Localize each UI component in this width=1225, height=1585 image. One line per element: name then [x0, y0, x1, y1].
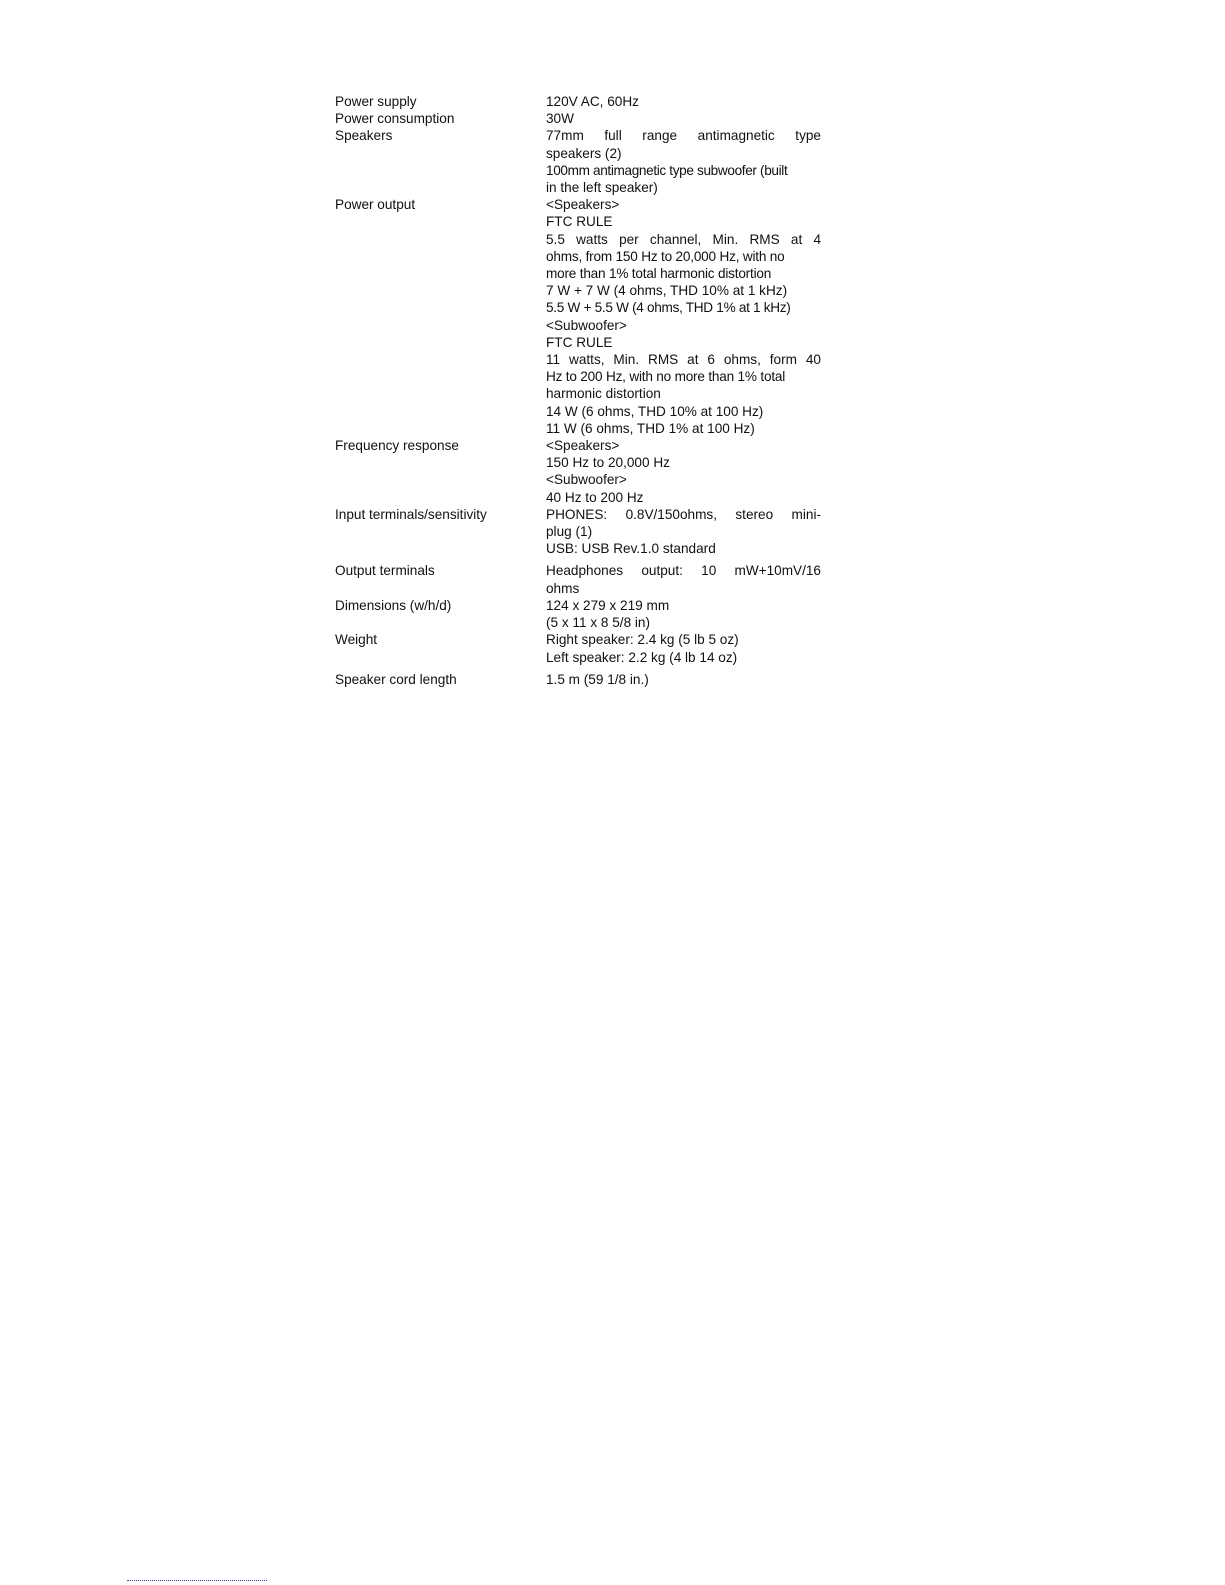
spec-row-power-output [335, 196, 825, 437]
spec-value-line: USB: USB Rev.1.0 standard [546, 541, 716, 557]
spec-value [546, 562, 821, 596]
spec-value-line: 30W [546, 111, 574, 127]
spec-label: Power supply [335, 94, 417, 109]
spec-value-line: 11 W (6 ohms, THD 1% at 100 Hz) [546, 420, 755, 436]
spec-label: Output terminals [335, 563, 435, 579]
spec-value-line: FTC RULE [546, 334, 613, 350]
spec-value [546, 127, 821, 196]
spec-value-line: more than 1% total harmonic distortion [546, 266, 772, 282]
spec-label: Frequency response [335, 438, 459, 454]
spec-row-power-supply [335, 93, 825, 110]
spec-value [546, 437, 821, 506]
spec-label: Power output [335, 197, 416, 213]
spec-value-line: <Speakers> [546, 197, 620, 213]
spec-value-line: plug (1) [546, 524, 593, 540]
spec-value-line: 124 x 279 x 219 mm [546, 597, 670, 613]
spec-value-line: 77mm full range antimagnetic type [546, 128, 821, 144]
spec-value-line: in the left speaker) [546, 180, 658, 196]
spec-value [546, 597, 821, 631]
spec-value-line: 5.5 W + 5.5 W (4 ohms, THD 1% at 1 kHz) [546, 300, 791, 316]
spec-value-line: 40 Hz to 200 Hz [546, 489, 644, 505]
spec-value-line: 100mm antimagnetic type subwoofer (built [546, 162, 788, 178]
spec-row-frequency-response [335, 437, 825, 506]
spec-value-line: 5.5 watts per channel, Min. RMS at 4 [546, 231, 821, 247]
spec-value-line: Left speaker: 2.2 kg (4 lb 14 oz) [546, 649, 738, 665]
spec-value-line: ohms, from 150 Hz to 20,000 Hz, with no [546, 248, 785, 264]
spec-label: Power consumption [335, 111, 455, 127]
spec-value-line: PHONES: 0.8V/150ohms, stereo mini- [546, 506, 821, 522]
spec-label: Speaker cord length [335, 671, 457, 687]
spec-row-speaker-cord-length [335, 671, 825, 688]
spec-value-line: 150 Hz to 20,000 Hz [546, 455, 670, 471]
spec-value-line: Headphones output: 10 mW+10mV/16 [546, 563, 821, 579]
spec-value-line: ohms [546, 580, 580, 596]
spec-value [546, 196, 821, 437]
spec-value [546, 671, 821, 688]
spec-label: Weight [335, 632, 378, 648]
spec-value-line: Right speaker: 2.4 kg (5 lb 5 oz) [546, 632, 739, 648]
specifications-table [335, 93, 825, 688]
spec-row-input-terminals [335, 506, 825, 558]
spec-value-line: <Subwoofer> [546, 317, 627, 333]
spec-value [546, 631, 821, 665]
spec-value-line: (5 x 11 x 8 5/8 in) [546, 615, 651, 631]
spec-value-line: speakers (2) [546, 145, 622, 161]
spec-row-power-consumption [335, 110, 825, 127]
spec-value [546, 506, 821, 558]
spec-value-line: 7 W + 7 W (4 ohms, THD 10% at 1 kHz) [546, 283, 788, 299]
spec-row-output-terminals [335, 562, 825, 596]
spec-label: Input terminals/sensitivity [335, 506, 487, 522]
spec-value-line: 14 W (6 ohms, THD 10% at 100 Hz) [546, 403, 764, 419]
spec-value [546, 110, 821, 127]
spec-value-line: Hz to 200 Hz, with no more than 1% total [546, 369, 786, 385]
spec-value-line: 11 watts, Min. RMS at 6 ohms, form 40 [546, 352, 821, 368]
spec-value-line: <Speakers> [546, 438, 620, 454]
spec-value [546, 93, 821, 110]
spec-row-dimensions [335, 597, 825, 631]
spec-value-line: 120V AC, 60Hz [546, 94, 639, 109]
spec-label: Dimensions (w/h/d) [335, 597, 452, 613]
spec-value-line: harmonic distortion [546, 386, 661, 402]
footnote-separator-line [127, 1580, 267, 1581]
spec-value-line: <Subwoofer> [546, 472, 627, 488]
spec-row-speakers [335, 127, 825, 196]
spec-value-line: 1.5 m (59 1/8 in.) [546, 671, 649, 687]
spec-value-line: FTC RULE [546, 214, 613, 230]
spec-label: Speakers [335, 128, 393, 144]
spec-row-weight [335, 631, 825, 665]
